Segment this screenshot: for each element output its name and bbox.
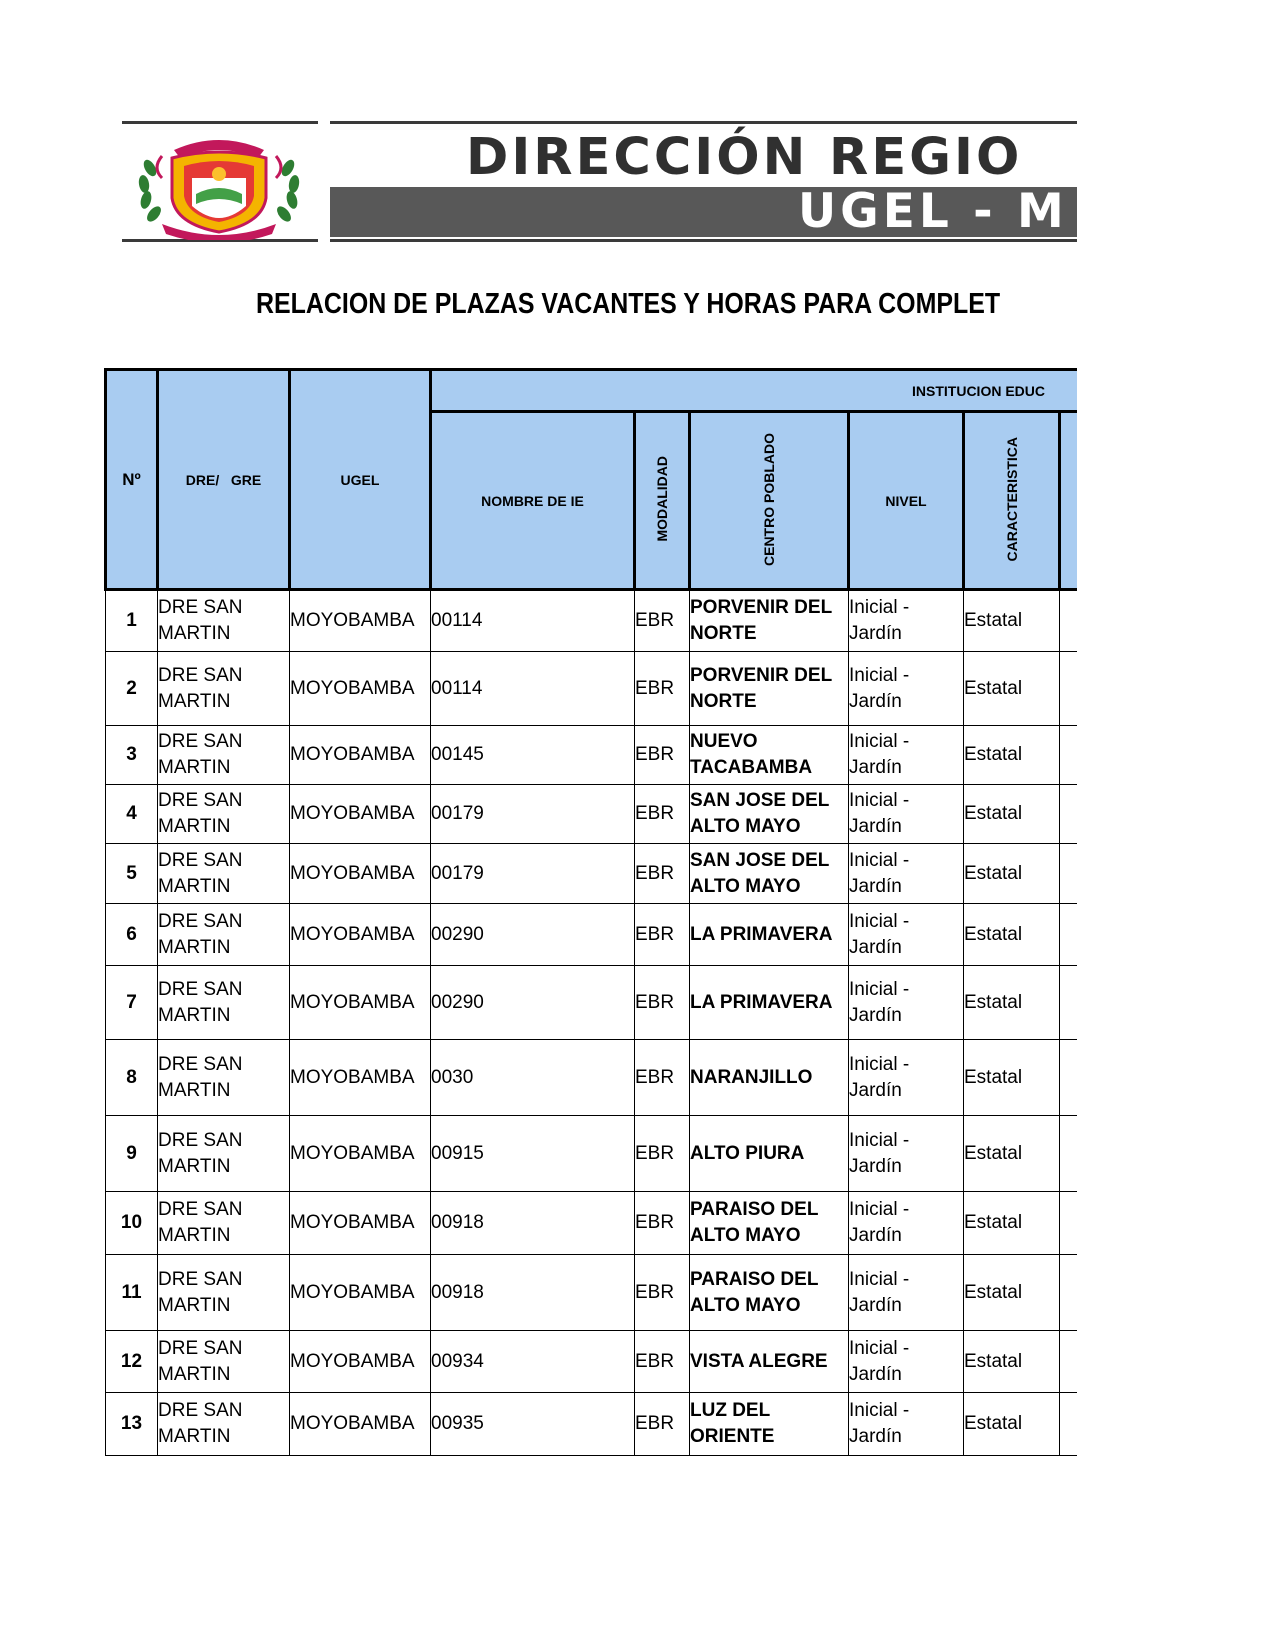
cell-ugel: MOYOBAMBA	[290, 1393, 431, 1456]
cell-modalidad: EBR	[635, 1192, 690, 1255]
cell-dre: DRE SAN MARTIN	[158, 785, 290, 844]
cell-ugel: MOYOBAMBA	[290, 590, 431, 652]
cell-centro-poblado: PARAISO DEL ALTO MAYO	[690, 1255, 849, 1331]
col-header-modalidad	[635, 412, 690, 590]
cell-n: 12	[106, 1331, 158, 1393]
cell-nombre-ie: 00935	[431, 1393, 635, 1456]
cell-caracteristica: Estatal	[964, 785, 1060, 844]
cell-nombre-ie: 00918	[431, 1255, 635, 1331]
cell-nivel: Inicial - Jardín	[849, 590, 964, 652]
cell-nombre-ie: 00179	[431, 844, 635, 904]
cell-modalidad: EBR	[635, 652, 690, 726]
cell-caracteristica: Estatal	[964, 1331, 1060, 1393]
cell-modalidad: EBR	[635, 1331, 690, 1393]
cell-dre: DRE SAN MARTIN	[158, 726, 290, 785]
cell-caracteristica: Estatal	[964, 1040, 1060, 1116]
cell-caracteristica: Estatal	[964, 966, 1060, 1040]
cell-dre: DRE SAN MARTIN	[158, 904, 290, 966]
cell-n: 2	[106, 652, 158, 726]
cell-ugel: MOYOBAMBA	[290, 1331, 431, 1393]
cell-caracteristica: Estatal	[964, 1255, 1060, 1331]
cell-centro-poblado: NARANJILLO	[690, 1040, 849, 1116]
cell-dre: DRE SAN MARTIN	[158, 1255, 290, 1331]
cell-caracteristica: Estatal	[964, 590, 1060, 652]
cell-n: 13	[106, 1393, 158, 1456]
cell-n: 3	[106, 726, 158, 785]
cell-nombre-ie: 00918	[431, 1192, 635, 1255]
cell-centro-poblado: NUEVO TACABAMBA	[690, 726, 849, 785]
cell-modalidad: EBR	[635, 1255, 690, 1331]
cell-nombre-ie: 00290	[431, 966, 635, 1040]
header-top-rule-left	[122, 121, 318, 124]
header-title: DIRECCIÓN REGIO	[466, 128, 1023, 187]
cell-centro-poblado: VISTA ALEGRE	[690, 1331, 849, 1393]
cell-nivel: Inicial - Jardín	[849, 726, 964, 785]
cell-centro-poblado: SAN JOSE DEL ALTO MAYO	[690, 844, 849, 904]
cell-nivel: Inicial - Jardín	[849, 652, 964, 726]
cell-ugel: MOYOBAMBA	[290, 785, 431, 844]
cell-n: 4	[106, 785, 158, 844]
col-group-header-institucion: INSTITUCION EDUC	[431, 370, 1260, 412]
cell-nivel: Inicial - Jardín	[849, 844, 964, 904]
cell-nivel: Inicial - Jardín	[849, 1192, 964, 1255]
cell-ugel: MOYOBAMBA	[290, 1192, 431, 1255]
cell-ugel: MOYOBAMBA	[290, 904, 431, 966]
cell-nombre-ie: 00290	[431, 904, 635, 966]
cell-ugel: MOYOBAMBA	[290, 726, 431, 785]
cell-dre: DRE SAN MARTIN	[158, 1331, 290, 1393]
cell-centro-poblado: LA PRIMAVERA	[690, 966, 849, 1040]
cell-modalidad: EBR	[635, 785, 690, 844]
cell-nombre-ie: 00934	[431, 1331, 635, 1393]
cell-ugel: MOYOBAMBA	[290, 844, 431, 904]
cell-nombre-ie: 00145	[431, 726, 635, 785]
cell-caracteristica: Estatal	[964, 1393, 1060, 1456]
cell-nombre-ie: 00114	[431, 652, 635, 726]
cell-centro-poblado: LUZ DEL ORIENTE	[690, 1393, 849, 1456]
cell-nombre-ie: 00915	[431, 1116, 635, 1192]
cell-dre: DRE SAN MARTIN	[158, 1040, 290, 1116]
cell-centro-poblado: PORVENIR DEL NORTE	[690, 590, 849, 652]
cell-dre: DRE SAN MARTIN	[158, 590, 290, 652]
cell-nombre-ie: 00179	[431, 785, 635, 844]
col-header-caracteristica	[964, 412, 1060, 590]
cell-n: 11	[106, 1255, 158, 1331]
cell-nombre-ie: 00114	[431, 590, 635, 652]
col-header-n: Nº	[106, 370, 158, 590]
header-subtitle: UGEL - M	[798, 187, 1068, 237]
col-header-caracteristica-label: CARACTERISTICA	[1003, 436, 1020, 562]
cell-nivel: Inicial - Jardín	[849, 966, 964, 1040]
cell-n: 5	[106, 844, 158, 904]
col-header-nivel: NIVEL	[849, 412, 964, 590]
cell-dre: DRE SAN MARTIN	[158, 1393, 290, 1456]
cell-ugel: MOYOBAMBA	[290, 1116, 431, 1192]
cell-nivel: Inicial - Jardín	[849, 1040, 964, 1116]
cell-modalidad: EBR	[635, 726, 690, 785]
col-header-centro-poblado	[690, 412, 849, 590]
cell-n: 7	[106, 966, 158, 1040]
cell-ugel: MOYOBAMBA	[290, 1255, 431, 1331]
cell-caracteristica: Estatal	[964, 1192, 1060, 1255]
cell-modalidad: EBR	[635, 904, 690, 966]
col-header-ugel: UGEL	[290, 370, 431, 590]
cell-centro-poblado: PARAISO DEL ALTO MAYO	[690, 1192, 849, 1255]
cell-modalidad: EBR	[635, 1040, 690, 1116]
cell-dre: DRE SAN MARTIN	[158, 652, 290, 726]
document-title: RELACION DE PLAZAS VACANTES Y HORAS PARA COMPLET	[256, 288, 1001, 320]
cell-modalidad: EBR	[635, 590, 690, 652]
col-header-centro-poblado-label: CENTRO POBLADO	[761, 432, 777, 566]
cell-modalidad: EBR	[635, 844, 690, 904]
cell-dre: DRE SAN MARTIN	[158, 1192, 290, 1255]
col-header-nombre-ie: NOMBRE DE IE	[431, 412, 635, 590]
cell-n: 10	[106, 1192, 158, 1255]
cell-centro-poblado: PORVENIR DEL NORTE	[690, 652, 849, 726]
cell-n: 1	[106, 590, 158, 652]
cell-caracteristica: Estatal	[964, 844, 1060, 904]
cell-nombre-ie: 0030	[431, 1040, 635, 1116]
cell-dre: DRE SAN MARTIN	[158, 1116, 290, 1192]
cell-caracteristica: Estatal	[964, 652, 1060, 726]
regional-coat-of-arms-logo	[122, 128, 316, 240]
cell-n: 9	[106, 1116, 158, 1192]
cell-ugel: MOYOBAMBA	[290, 652, 431, 726]
cell-nivel: Inicial - Jardín	[849, 1331, 964, 1393]
cell-caracteristica: Estatal	[964, 726, 1060, 785]
cell-n: 8	[106, 1040, 158, 1116]
cell-caracteristica: Estatal	[964, 1116, 1060, 1192]
cell-modalidad: EBR	[635, 966, 690, 1040]
cell-modalidad: EBR	[635, 1116, 690, 1192]
cell-nivel: Inicial - Jardín	[849, 785, 964, 844]
col-header-modalidad-label: MODALIDAD	[654, 456, 670, 542]
col-header-dre: DRE/ GRE	[158, 370, 290, 590]
cell-nivel: Inicial - Jardín	[849, 1255, 964, 1331]
cell-n: 6	[106, 904, 158, 966]
cell-nivel: Inicial - Jardín	[849, 904, 964, 966]
cell-dre: DRE SAN MARTIN	[158, 966, 290, 1040]
cell-centro-poblado: LA PRIMAVERA	[690, 904, 849, 966]
header-subtitle-bar	[330, 187, 1078, 237]
cell-centro-poblado: ALTO PIURA	[690, 1116, 849, 1192]
page-crop-mask	[1077, 0, 1275, 1650]
cell-nivel: Inicial - Jardín	[849, 1116, 964, 1192]
cell-ugel: MOYOBAMBA	[290, 1040, 431, 1116]
header-top-rule-right	[330, 121, 1078, 124]
cell-dre: DRE SAN MARTIN	[158, 844, 290, 904]
cell-centro-poblado: SAN JOSE DEL ALTO MAYO	[690, 785, 849, 844]
header-bottom-rule-right	[330, 239, 1078, 242]
cell-caracteristica: Estatal	[964, 904, 1060, 966]
cell-ugel: MOYOBAMBA	[290, 966, 431, 1040]
cell-nivel: Inicial - Jardín	[849, 1393, 964, 1456]
cell-modalidad: EBR	[635, 1393, 690, 1456]
